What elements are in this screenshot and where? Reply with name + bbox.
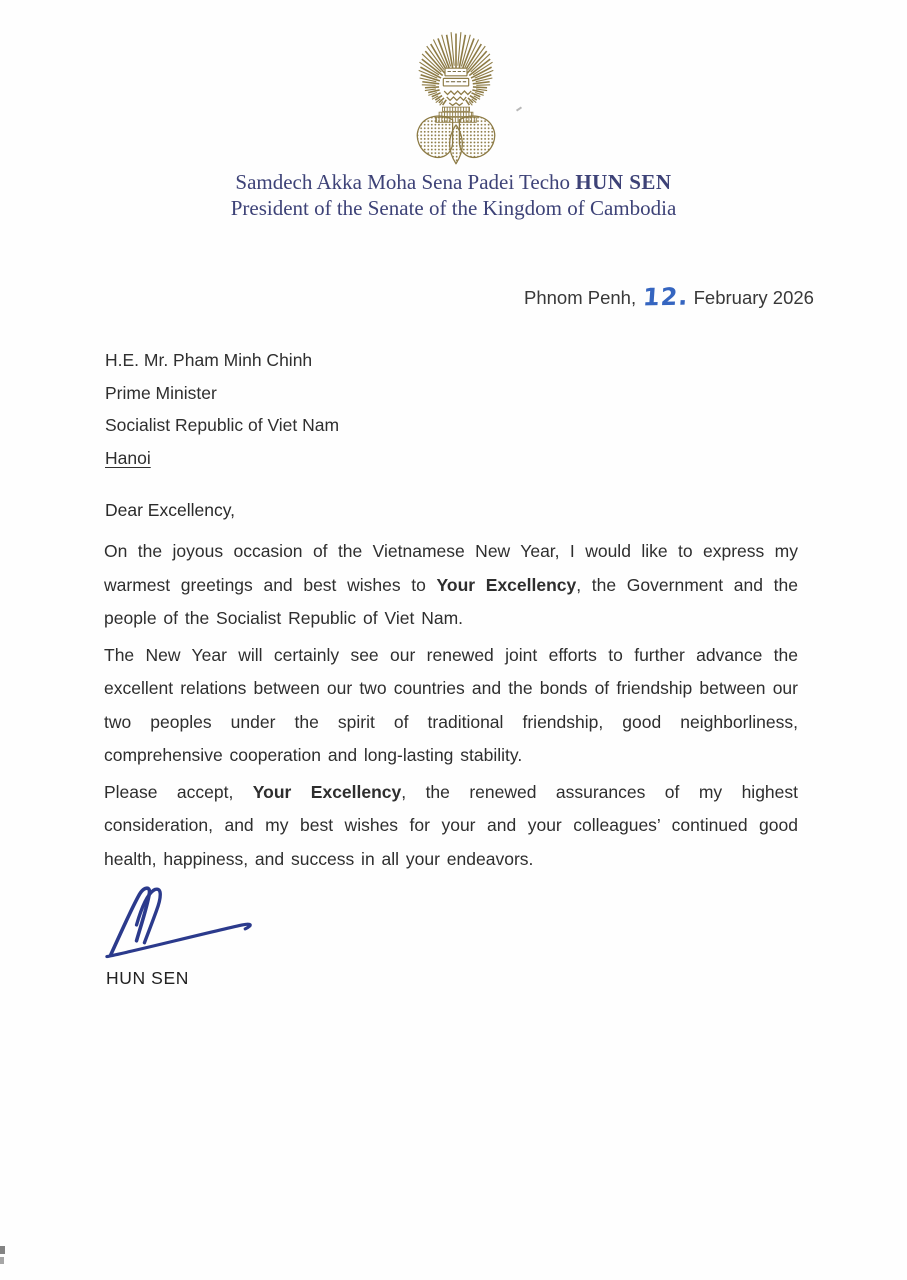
dateline-month-year: February 2026 — [693, 287, 814, 308]
title-name: HUN SEN — [575, 170, 672, 194]
signer-name: HUN SEN — [106, 968, 189, 988]
emblem-medallion — [443, 68, 468, 86]
p1-emphasis: Your Excellency — [436, 574, 577, 595]
recipient-country: Socialist Republic of Viet Nam — [105, 415, 340, 435]
p1-text: On the joyous occasion of the Vietnamese New Year, I would like to express my warmest greetings and best wishes to — [104, 541, 798, 595]
recipient-block — [105, 344, 339, 474]
paragraph-3 — [104, 776, 798, 877]
scan-artifact — [0, 1246, 5, 1254]
recipient-name: H.E. Mr. Pham Minh Chinh — [105, 350, 313, 370]
recipient-city: Hanoi — [105, 447, 151, 468]
cambodia-royal-emblem-icon — [405, 20, 507, 168]
p3-text: Please accept, — [104, 781, 253, 802]
scan-artifact — [0, 1257, 4, 1264]
emblem-leaf-ornament — [417, 116, 494, 164]
p3-emphasis: Your Excellency — [252, 781, 402, 802]
dateline-place: Phnom Penh, — [524, 287, 637, 308]
dateline — [524, 283, 814, 311]
scan-artifact — [516, 106, 522, 111]
handwritten-day: 12. — [642, 282, 690, 312]
letter-body — [104, 535, 798, 879]
paragraph-2: The New Year will certainly see our renewed joint efforts to further advance the excellent relations between our two countries and the bonds of friendship between our two peoples under the spirit of traditional friendship, good neighborliness, comprehensive cooperation and long-lasting stability. — [104, 644, 798, 765]
letterhead — [0, 170, 907, 221]
letterhead-title-line — [0, 170, 907, 196]
letterhead-subtitle: President of the Senate of the Kingdom of Cambodia — [230, 195, 677, 220]
p3-text-end: , the renewed assurances of my highest consideration, and my best wishes for your and your colleagues’ continued good health, happiness, and success in all your endeavors. — [104, 781, 799, 869]
title-prefix: Samdech Akka Moha Sena Padei Techo — [235, 170, 576, 194]
p1-text-end: , the Government and the people of the Socialist Republic of Viet Nam. — [104, 574, 798, 628]
paragraph-1 — [104, 535, 798, 636]
recipient-title: Prime Minister — [105, 382, 217, 403]
salutation: Dear Excellency, — [105, 500, 236, 520]
handwritten-signature-icon — [98, 880, 266, 960]
